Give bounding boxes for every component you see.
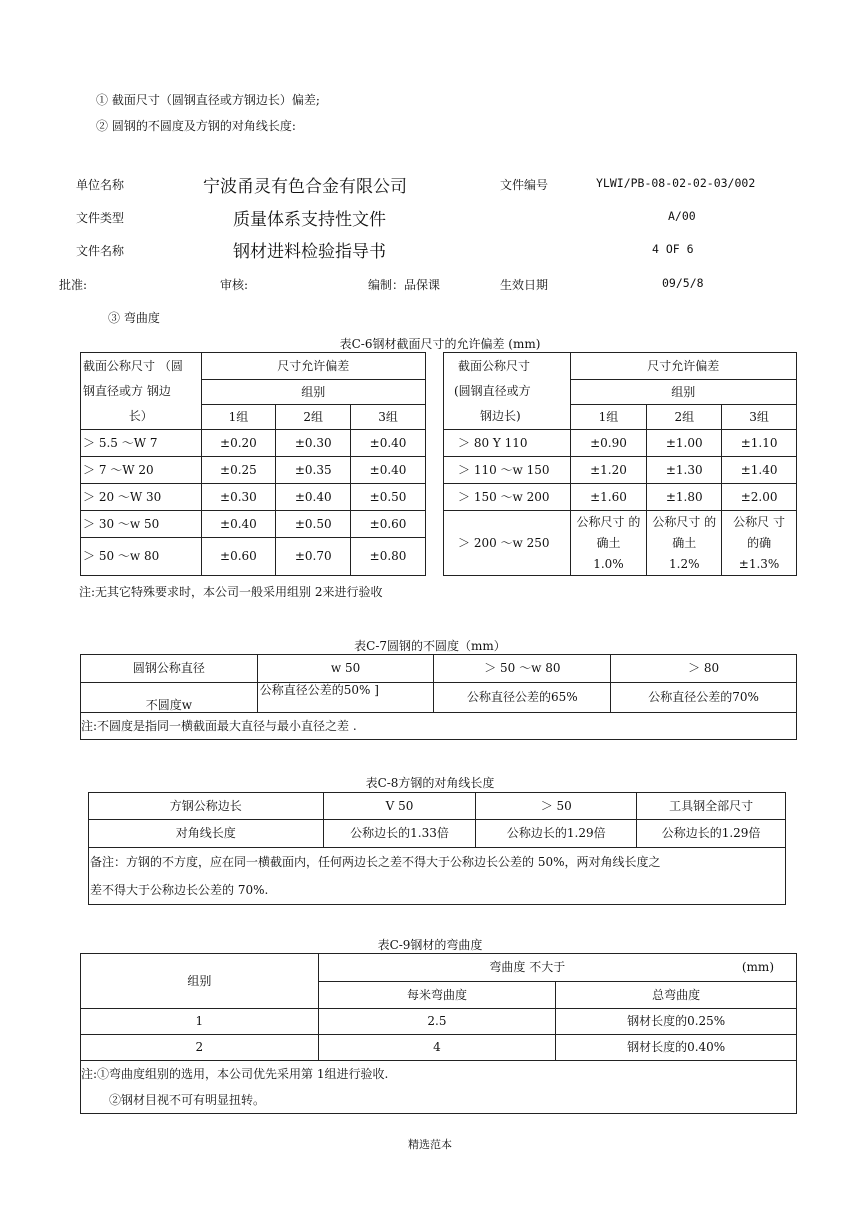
approve-label: 批准: bbox=[59, 278, 88, 292]
effective-label: 生效日期 bbox=[500, 278, 549, 292]
c7-r3: 公称直径公差的70% bbox=[611, 683, 797, 713]
c6-right-g2: 2组 bbox=[647, 405, 722, 430]
table-c6-right bbox=[443, 352, 797, 576]
c6-left-head-tol: 尺寸允许偏差 bbox=[201, 353, 425, 380]
c9-note: 注:①弯曲度组别的选用，本公司优先采用第 1组进行验收. ②钢材目视不可有明显扭转。 bbox=[81, 1061, 797, 1114]
c8-r2: 公称边长的1.29倍 bbox=[476, 820, 637, 848]
c6-right-g3: 3组 bbox=[722, 405, 797, 430]
c9-h-group: 组别 bbox=[81, 954, 319, 1009]
table-row: ＞ 7 ～W 20 ±0.25 ±0.35 ±0.40 bbox=[81, 457, 426, 484]
c7-r2: 公称直径公差的65% bbox=[434, 683, 611, 713]
table-row: 2 4 钢材长度的0.40% bbox=[81, 1035, 797, 1061]
c8-note: 备注：方钢的不方度，应在同一横截面内，任何两边长之差不得大于公称边长公差的 50%，两对角线长度之 差不得大于公称边长公差的 70%. bbox=[89, 848, 786, 905]
unit-label: 单位名称 bbox=[76, 178, 125, 192]
c6-left-g3: 3组 bbox=[351, 405, 426, 430]
intro-item-2: ② 圆钢的不圆度及方钢的对角线长度: bbox=[96, 119, 296, 133]
table-row: 1 2.5 钢材长度的0.25% bbox=[81, 1009, 797, 1035]
version-value: A/00 bbox=[668, 209, 696, 223]
c7-h1: w 50 bbox=[257, 655, 434, 683]
table-row: ＞ 20 ～W 30 ±0.30 ±0.40 ±0.50 bbox=[81, 484, 426, 511]
table-c9 bbox=[80, 953, 797, 1114]
intro-item-1: ① 截面尺寸（圆钢直径或方钢边长）偏差; bbox=[96, 93, 320, 107]
table-c7 bbox=[80, 654, 797, 740]
c7-note: 注:不圆度是指同一横截面最大直径与最小直径之差 . bbox=[81, 713, 797, 740]
page-value: 4 OF 6 bbox=[652, 242, 694, 256]
table-row: ＞ 5.5 ～W 7 ±0.20 ±0.30 ±0.40 bbox=[81, 430, 426, 457]
docno-label: 文件编号 bbox=[500, 178, 549, 192]
c7-r0: 不圆度w bbox=[81, 683, 258, 713]
compile-label: 编制：品保课 bbox=[368, 278, 441, 292]
c8-h2: ＞ 50 bbox=[476, 793, 637, 820]
name-label: 文件名称 bbox=[76, 244, 125, 258]
c8-r0: 对角线长度 bbox=[89, 820, 324, 848]
c8-r1: 公称边长的1.33倍 bbox=[323, 820, 476, 848]
c6-left-g2: 2组 bbox=[276, 405, 351, 430]
effective-value: 09/5/8 bbox=[662, 276, 704, 290]
c6-left-head-group: 组别 bbox=[201, 380, 425, 405]
c8-h3: 工具钢全部尺寸 bbox=[637, 793, 786, 820]
c6-right-head-size: 截面公称尺寸 (圆钢直径或方 钢边长) bbox=[444, 353, 571, 430]
table-c6-caption: 表C-6钢材截面尺寸的允许偏差 (mm) bbox=[339, 337, 541, 351]
type-value: 质量体系支持性文件 bbox=[233, 210, 386, 230]
table-c6-left bbox=[80, 352, 426, 576]
table-c9-caption: 表C-9钢材的弯曲度 bbox=[377, 938, 483, 952]
type-label: 文件类型 bbox=[76, 211, 125, 225]
c9-h-unit: (mm) bbox=[741, 960, 774, 974]
c8-h1: V 50 bbox=[323, 793, 476, 820]
table-row: ＞ 110 ～w 150 ±1.20 ±1.30 ±1.40 bbox=[444, 457, 797, 484]
review-label: 审核: bbox=[220, 278, 249, 292]
table-c7-caption: 表C-7圆钢的不圆度（mm） bbox=[354, 639, 506, 653]
c6-right-g1: 1组 bbox=[570, 405, 647, 430]
c6-right-head-group: 组别 bbox=[570, 380, 796, 405]
c7-h2: ＞ 50 ～w 80 bbox=[434, 655, 611, 683]
name-value: 钢材进料检验指导书 bbox=[233, 242, 386, 262]
c8-h0: 方钢公称边长 bbox=[89, 793, 324, 820]
c7-r1: 公称直径公差的50% ] bbox=[257, 683, 434, 713]
table-c8 bbox=[88, 792, 786, 905]
table-c6-note: 注:无其它特殊要求时，本公司一般采用组别 2来进行验收 bbox=[79, 585, 383, 599]
table-row: ＞ 80 Y 110 ±0.90 ±1.00 ±1.10 bbox=[444, 430, 797, 457]
footer: 精选范本 bbox=[408, 1138, 452, 1151]
c9-h-total: 总弯曲度 bbox=[556, 982, 797, 1009]
table-row: ＞ 50 ～w 80 ±0.60 ±0.70 ±0.80 bbox=[81, 538, 426, 576]
unit-value: 宁波甬灵有色合金有限公司 bbox=[203, 177, 407, 197]
c7-h0: 圆钢公称直径 bbox=[81, 655, 258, 683]
c8-r3: 公称边长的1.29倍 bbox=[637, 820, 786, 848]
c9-h-bend: 弯曲度 不大于 (mm) bbox=[318, 954, 796, 982]
docno-value: YLWI/PB-08-02-02-03/002 bbox=[596, 176, 756, 190]
c6-left-head-size: 截面公称尺寸 （圆 钢直径或方 钢边 长） bbox=[81, 353, 202, 430]
c7-h3: ＞ 80 bbox=[611, 655, 797, 683]
table-row: ＞ 30 ～w 50 ±0.40 ±0.50 ±0.60 bbox=[81, 511, 426, 538]
item-3-bending: ③ 弯曲度 bbox=[108, 311, 160, 325]
table-row: ＞ 200 ～w 250 公称尺寸 的 确土 1.0% 公称尺寸 的 确土 1.2% 公称尺 寸 的确 ±1.3% bbox=[444, 511, 797, 576]
c6-left-g1: 1组 bbox=[201, 405, 276, 430]
c6-right-head-tol: 尺寸允许偏差 bbox=[570, 353, 796, 380]
c9-h-per-m: 每米弯曲度 bbox=[318, 982, 556, 1009]
table-c8-caption: 表C-8方钢的对角线长度 bbox=[365, 776, 495, 790]
table-row: ＞ 150 ～w 200 ±1.60 ±1.80 ±2.00 bbox=[444, 484, 797, 511]
